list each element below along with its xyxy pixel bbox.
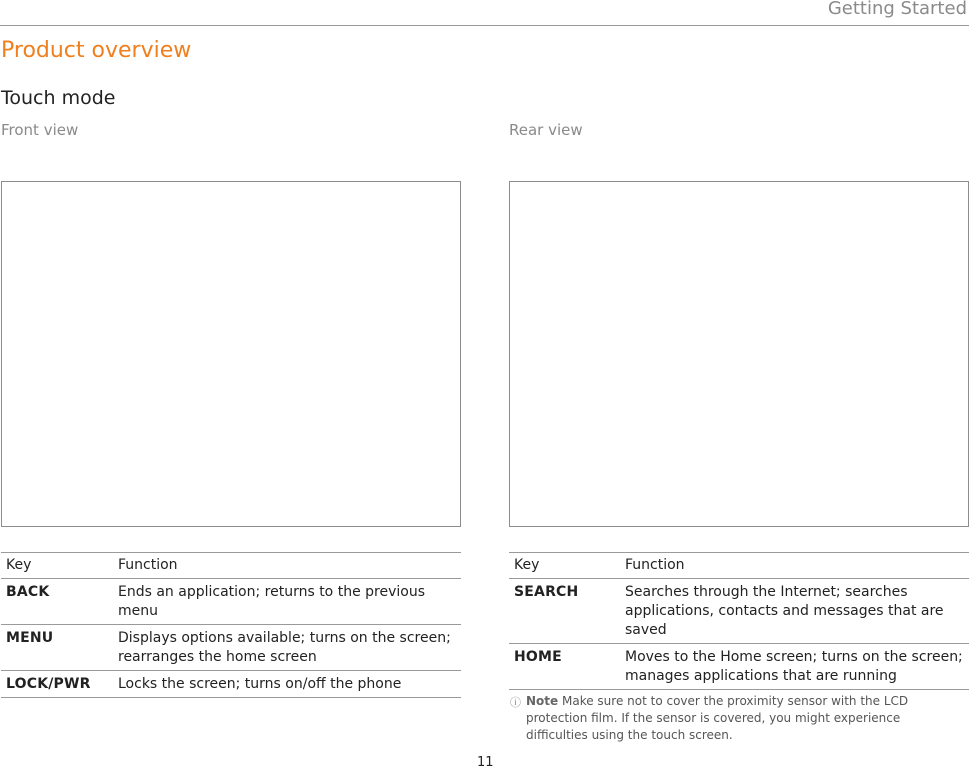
note-block bbox=[510, 693, 940, 744]
key-function: Displays options available; turns on the screen; rearranges the home screen bbox=[113, 625, 461, 671]
page-title: Product overview bbox=[1, 38, 192, 63]
key-name: MENU bbox=[1, 625, 113, 671]
table-row bbox=[509, 644, 969, 690]
table-header-row bbox=[1, 553, 461, 579]
front-keys-table bbox=[1, 552, 461, 698]
rear-view-label: Rear view bbox=[509, 121, 583, 139]
rear-view-image bbox=[509, 181, 969, 527]
column-header-key: Key bbox=[509, 553, 620, 579]
info-icon: ⓘ bbox=[510, 696, 521, 709]
column-header-function: Function bbox=[113, 553, 461, 579]
key-function: Moves to the Home screen; turns on the screen; manages applications that are running bbox=[620, 644, 969, 690]
rear-keys-table bbox=[509, 552, 969, 690]
table-row bbox=[1, 625, 461, 671]
note-label: Note bbox=[526, 694, 559, 708]
header-divider bbox=[0, 25, 969, 26]
column-header-function: Function bbox=[620, 553, 969, 579]
key-function: Searches through the Internet; searches applications, contacts and messages that are saved bbox=[620, 579, 969, 644]
page-number: 11 bbox=[477, 755, 494, 770]
section-subtitle: Touch mode bbox=[1, 87, 116, 109]
key-name: BACK bbox=[1, 579, 113, 625]
key-name: SEARCH bbox=[509, 579, 620, 644]
key-function: Locks the screen; turns on/off the phone bbox=[113, 671, 461, 698]
table-header-row bbox=[509, 553, 969, 579]
note-text: Make sure not to cover the proximity sensor with the LCD protection film. If the sensor is covered, you might experience difficulties using the touch screen. bbox=[526, 694, 909, 742]
table-row bbox=[1, 579, 461, 625]
table-row bbox=[1, 671, 461, 698]
front-view-image bbox=[1, 181, 461, 527]
key-name: HOME bbox=[509, 644, 620, 690]
chapter-title: Getting Started bbox=[827, 0, 967, 19]
front-view-label: Front view bbox=[1, 121, 79, 139]
key-name: LOCK/PWR bbox=[1, 671, 113, 698]
table-row bbox=[509, 579, 969, 644]
column-header-key: Key bbox=[1, 553, 113, 579]
key-function: Ends an application; returns to the previous menu bbox=[113, 579, 461, 625]
